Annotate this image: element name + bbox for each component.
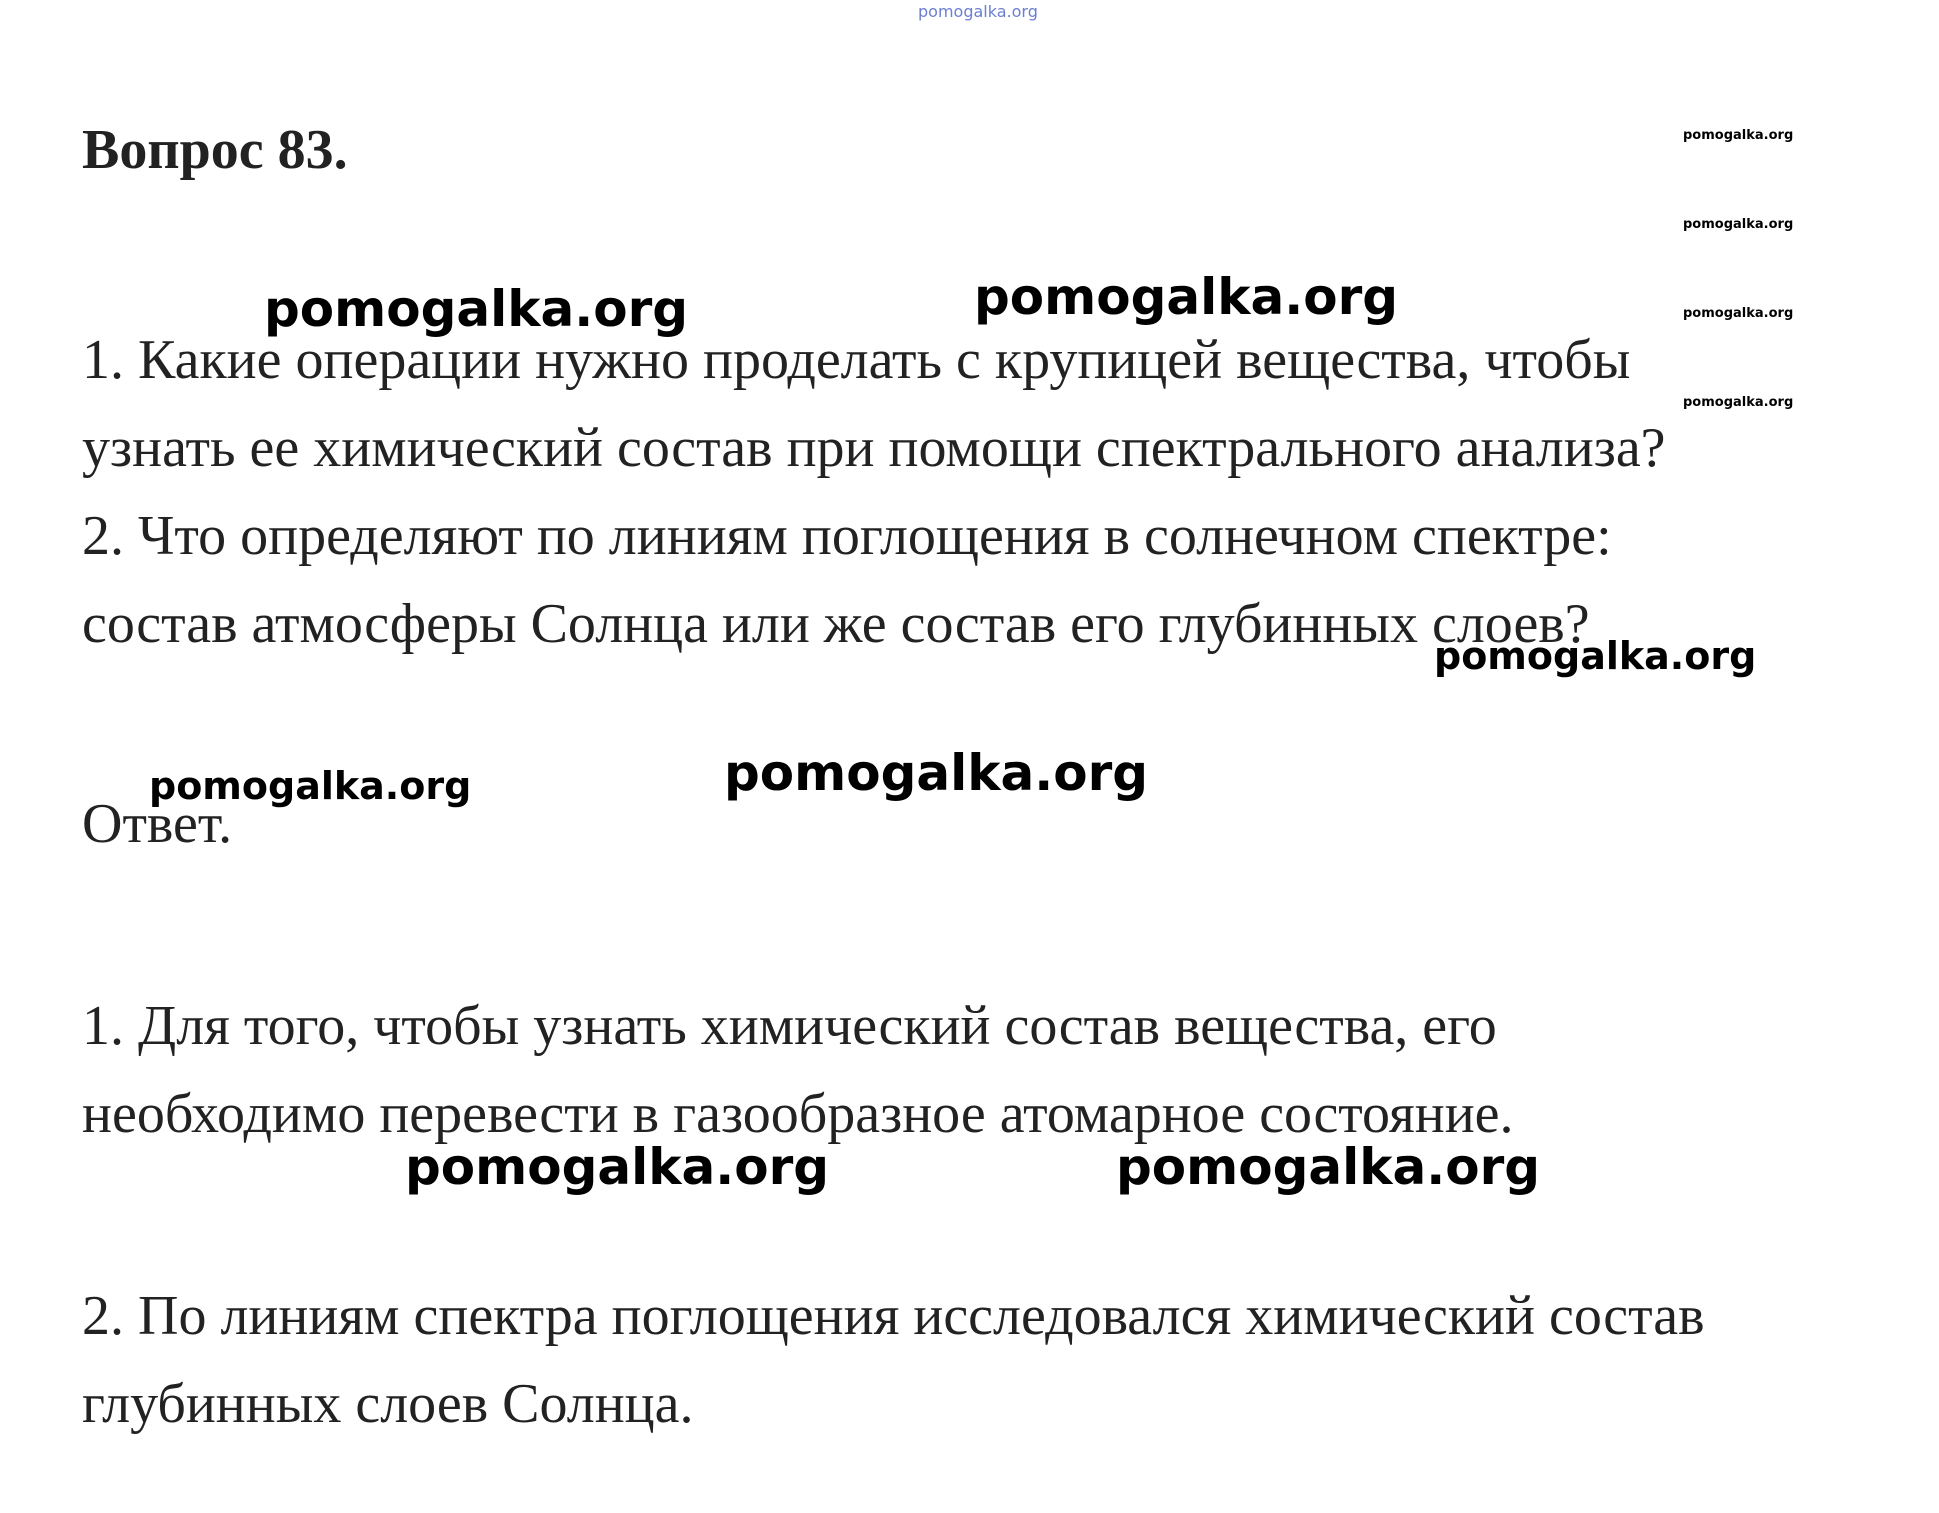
- page-title: Вопрос 83.: [82, 119, 348, 181]
- watermark-medium-1: pomogalka.org: [1434, 634, 1757, 678]
- watermark-small-1: pomogalka.org: [1683, 128, 1794, 143]
- watermark-large-4: pomogalka.org: [405, 1138, 830, 1196]
- question-line-1: 1. Какие операции нужно проделать с крупицей вещества, чтобы: [82, 329, 1631, 391]
- watermark-large-5: pomogalka.org: [1116, 1138, 1541, 1196]
- answer-1-line-2: необходимо перевести в газообразное атомарное состояние.: [82, 1083, 1514, 1145]
- question-line-2: узнать ее химический состав при помощи спектрального анализа?: [82, 417, 1666, 479]
- answer-label: Ответ.: [82, 793, 233, 855]
- watermark-small-4: pomogalka.org: [1683, 395, 1794, 410]
- watermark-small-2: pomogalka.org: [1683, 217, 1794, 232]
- watermark-large-2: pomogalka.org: [974, 268, 1399, 326]
- watermark-large-1: pomogalka.org: [264, 280, 689, 338]
- answer-2-line-2: глубинных слоев Солнца.: [82, 1373, 694, 1435]
- watermark-large-3: pomogalka.org: [724, 744, 1149, 802]
- watermark-medium-2: pomogalka.org: [149, 764, 472, 808]
- top-watermark: pomogalka.org: [918, 2, 1038, 21]
- question-line-3: 2. Что определяют по линиям поглощения в солнечном спектре:: [82, 505, 1612, 567]
- question-line-4: состав атмосферы Солнца или же состав его глубинных слоев?: [82, 593, 1590, 655]
- answer-2-line-1: 2. По линиям спектра поглощения исследовался химический состав: [82, 1285, 1705, 1347]
- watermark-small-3: pomogalka.org: [1683, 306, 1794, 321]
- answer-1-line-1: 1. Для того, чтобы узнать химический состав вещества, его: [82, 995, 1497, 1057]
